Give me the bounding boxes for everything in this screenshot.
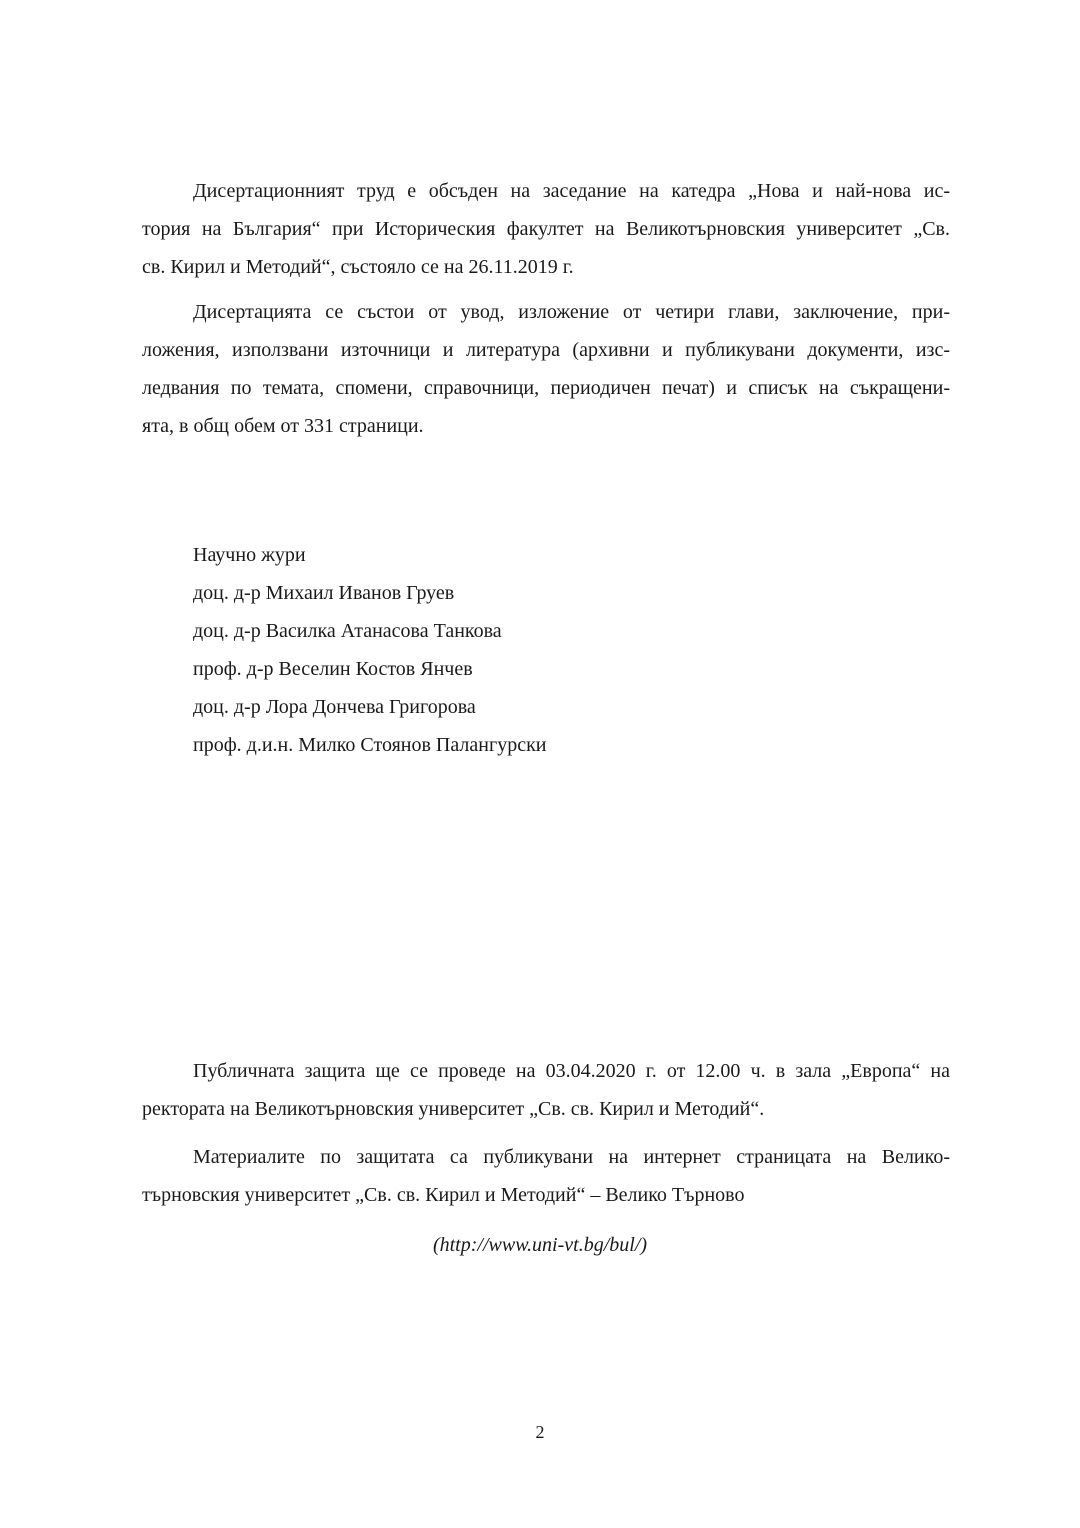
paragraph-line: ложения, използвани източници и литература (архивни и публикувани документи, изс- (142, 339, 950, 361)
paragraph-defense-discussion (142, 172, 950, 286)
paragraph-line: св. Кирил и Методий“, състояло се на 26.11.2019 г. (142, 256, 574, 278)
paragraph-line: ректората на Великотърновския университет „Св. св. Кирил и Методий“. (142, 1098, 765, 1120)
jury-member: доц. д-р Михаил Иванов Груев (193, 582, 455, 604)
jury-member: проф. д-р Веселин Костов Янчев (193, 658, 473, 680)
jury-member: доц. д-р Лора Дончева Григорова (193, 696, 476, 718)
paragraph-line: Материалите по защитата са публикувани на интернет страницата на Велико- (193, 1146, 950, 1168)
paragraph-line: тория на България“ при Историческия факултет на Великотърновския университет „Св. (142, 218, 950, 240)
paragraph-materials-published (142, 1138, 950, 1214)
paragraph-dissertation-structure (142, 293, 950, 445)
jury-heading: Научно жури (193, 544, 306, 566)
paragraph-line: Публичната защита ще се проведе на 03.04.2020 г. от 12.00 ч. в зала „Европа“ на (193, 1060, 950, 1082)
jury-member: проф. д.и.н. Милко Стоянов Палангурски (193, 734, 547, 756)
page-number: 2 (535, 1422, 545, 1442)
jury-member: доц. д-р Василка Атанасова Танкова (193, 620, 502, 642)
paragraph-line: Дисертацията се състои от увод, изложение от четири глави, заключение, при- (193, 301, 950, 323)
paragraph-line: ледвания по темата, спомени, справочници, периодичен печат) и списък на съкращени- (142, 377, 950, 399)
university-url: (http://www.uni-vt.bg/bul/) (432, 1234, 648, 1256)
jury-list (193, 536, 547, 764)
paragraph-public-defense (142, 1052, 950, 1128)
paragraph-line: ята, в общ обем от 331 страници. (142, 415, 424, 437)
paragraph-line: търновския университет „Св. св. Кирил и Методий“ – Велико Търново (142, 1184, 745, 1206)
paragraph-line: Дисертационният труд е обсъден на заседание на катедра „Нова и най-нова ис- (193, 180, 950, 202)
